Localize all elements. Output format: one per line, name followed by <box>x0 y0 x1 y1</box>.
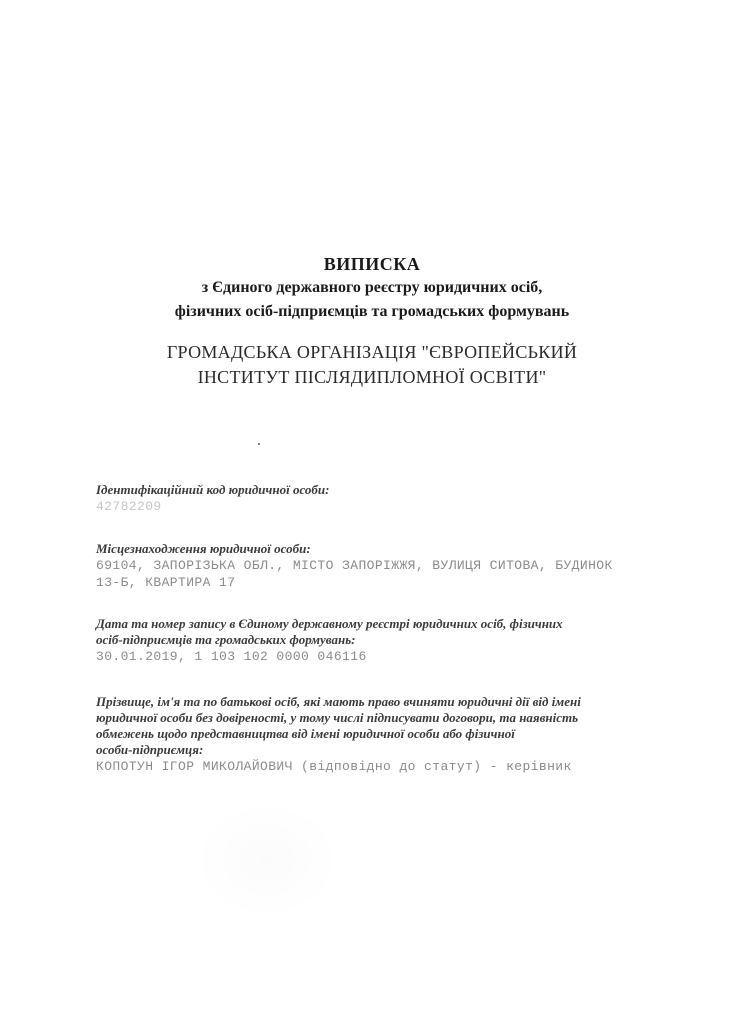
organization-name-line-1: ГРОМАДСЬКА ОРГАНІЗАЦІЯ "ЄВРОПЕЙСЬКИЙ <box>166 342 578 362</box>
representatives-value: КОПОТУН ІГОР МИКОЛАЙОВИЧ (відповідно до статут) - керівник <box>96 759 572 774</box>
organization-name <box>60 340 684 390</box>
registration-value: 30.01.2019, 1 103 102 0000 046116 <box>96 649 367 664</box>
field-representatives <box>96 694 656 775</box>
location-value-line-1: 69104, ЗАПОРІЗЬКА ОБЛ., МІСТО ЗАПОРІЖЖЯ, ВУЛИЦЯ СИТОВА, БУДИНОК <box>96 558 613 573</box>
document-subtitle-line-2: фізичних осіб-підприємців та громадських формувань <box>174 303 570 320</box>
representatives-label-line-2: юридичної особи без довіреності, у тому числі підписувати договори, та наявність <box>96 710 579 725</box>
field-id-code <box>96 482 656 515</box>
registration-label-line-2: осіб-підприємців та громадських формувань: <box>96 632 356 647</box>
organization-name-line-2: ІНСТИТУТ ПІСЛЯДИПЛОМНОЇ ОСВІТИ" <box>197 367 547 387</box>
location-label: Місцезнаходження юридичної особи: <box>96 541 311 556</box>
document-title: ВИПИСКА <box>323 254 421 274</box>
faint-stamp-mark <box>192 800 342 920</box>
field-location <box>96 541 656 591</box>
scan-speck <box>258 443 260 445</box>
field-registration <box>96 616 656 665</box>
id-code-value: 42782209 <box>96 499 162 514</box>
document-subtitle-line-1: з Єдиного державного реєстру юридичних осіб, <box>201 279 543 296</box>
location-value-line-2: 13-Б, КВАРТИРА 17 <box>96 575 236 590</box>
document-header <box>60 252 684 324</box>
representatives-label-line-1: Прізвище, ім'я та по батькові осіб, які мають право вчиняти юридичні дії від імені <box>96 694 581 709</box>
registration-label-line-1: Дата та номер запису в Єдиному державному реєстрі юридичних осіб, фізичних <box>96 616 563 631</box>
representatives-label-line-3: обмежень щодо представництва від імені юридичної особи або фізичної <box>96 726 515 741</box>
representatives-label-line-4: особи-підприємця: <box>96 742 204 757</box>
id-code-label: Ідентифікаційний код юридичної особи: <box>96 482 330 497</box>
